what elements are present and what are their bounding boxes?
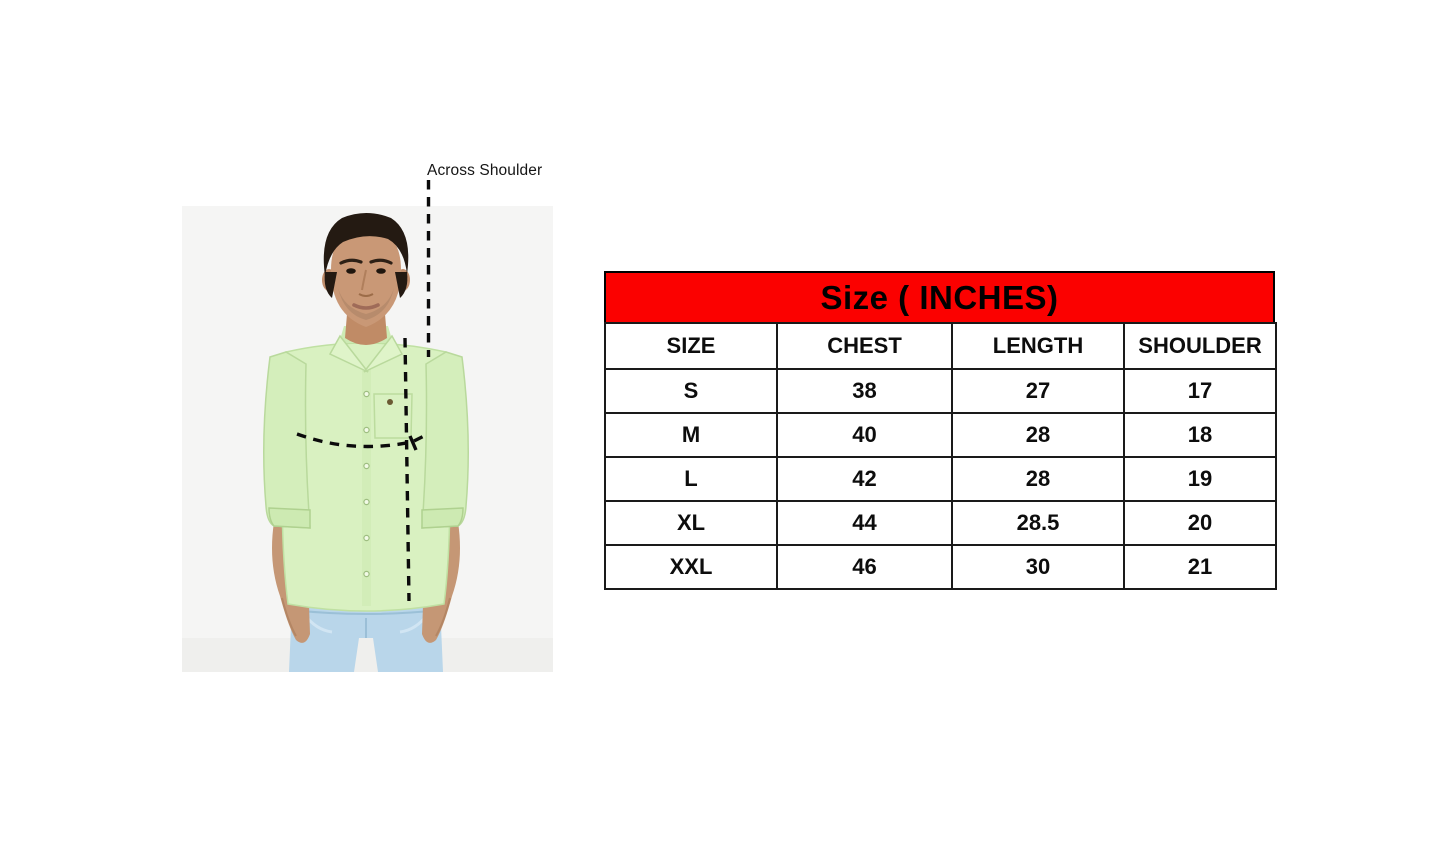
cell-length: 28 bbox=[952, 457, 1124, 501]
model-illustration bbox=[182, 206, 553, 672]
column-header-chest: CHEST bbox=[777, 323, 952, 369]
floor bbox=[182, 638, 553, 672]
cell-chest: 46 bbox=[777, 545, 952, 589]
column-header-size: SIZE bbox=[605, 323, 777, 369]
table-row-m bbox=[605, 413, 1276, 457]
cell-shoulder: 19 bbox=[1124, 457, 1276, 501]
cell-shoulder: 18 bbox=[1124, 413, 1276, 457]
cell-length: 28 bbox=[952, 413, 1124, 457]
eye-left bbox=[346, 268, 356, 274]
cell-chest: 38 bbox=[777, 369, 952, 413]
cell-size: L bbox=[605, 457, 777, 501]
cell-chest: 44 bbox=[777, 501, 952, 545]
shirt bbox=[264, 326, 469, 611]
cell-size: M bbox=[605, 413, 777, 457]
table-row-s bbox=[605, 369, 1276, 413]
table-row-xl bbox=[605, 501, 1276, 545]
eye-right bbox=[376, 268, 386, 274]
cell-chest: 42 bbox=[777, 457, 952, 501]
table-row-xxl bbox=[605, 545, 1276, 589]
cell-chest: 40 bbox=[777, 413, 952, 457]
table-row-l bbox=[605, 457, 1276, 501]
size-chart-table bbox=[604, 322, 1277, 590]
model-photo bbox=[182, 206, 553, 672]
cell-length: 27 bbox=[952, 369, 1124, 413]
cell-size: XL bbox=[605, 501, 777, 545]
header-row bbox=[605, 323, 1276, 369]
column-header-length: LENGTH bbox=[952, 323, 1124, 369]
cell-shoulder: 17 bbox=[1124, 369, 1276, 413]
cell-shoulder: 21 bbox=[1124, 545, 1276, 589]
rolled-cuff-left bbox=[269, 508, 310, 528]
size-chart bbox=[604, 271, 1275, 590]
button-placket bbox=[362, 368, 371, 606]
pocket-button-icon bbox=[387, 399, 393, 405]
across-shoulder-label: Across Shoulder bbox=[427, 162, 543, 179]
cell-length: 28.5 bbox=[952, 501, 1124, 545]
size-chart-title: Size ( INCHES) bbox=[604, 271, 1275, 322]
cell-size: XXL bbox=[605, 545, 777, 589]
cell-shoulder: 20 bbox=[1124, 501, 1276, 545]
column-header-shoulder: SHOULDER bbox=[1124, 323, 1276, 369]
rolled-cuff-right bbox=[422, 508, 463, 528]
cell-length: 30 bbox=[952, 545, 1124, 589]
cell-size: S bbox=[605, 369, 777, 413]
